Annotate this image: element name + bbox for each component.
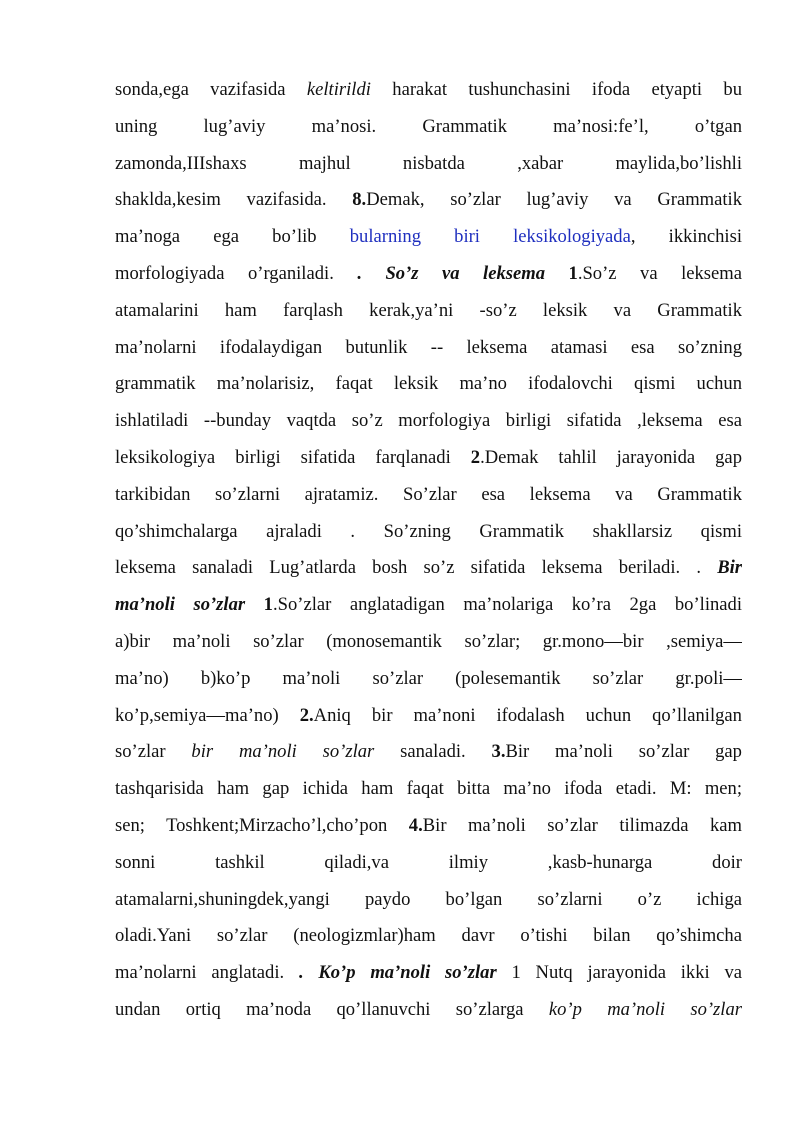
text-run: 8.	[352, 189, 367, 211]
text-run: Bir	[717, 557, 742, 579]
text-line	[115, 477, 742, 514]
text-line	[115, 808, 742, 845]
text-line	[115, 955, 742, 992]
text-run: Aniq bir ma’noni ifodalash uchun qo’llanilgan	[313, 704, 742, 726]
text-run: ishlatiladi --bunday vaqtda so’z morfologiya birligi sifatida ,leksema esa	[115, 410, 742, 432]
text-run: bir ma’noli so’zlar	[191, 741, 375, 763]
text-run: ma’noga ega bo’lib	[115, 226, 350, 248]
text-run: sanaladi.	[374, 741, 492, 763]
text-line	[115, 72, 742, 109]
text-run: , ikkinchisi	[630, 226, 742, 248]
text-run: 2	[470, 446, 481, 468]
text-run: undan ortiq ma’noda qo’llanuvchi so’zlarga	[115, 998, 549, 1020]
text-line	[115, 256, 742, 293]
text-run: . Ko’p ma’noli so’zlar	[298, 962, 497, 984]
text-line	[115, 514, 742, 551]
text-line	[115, 771, 742, 808]
text-run: leksema sanaladi Lug’atlarda bosh so’z sifatida leksema beriladi. .	[115, 557, 718, 579]
text-run: Demak, so’zlar lug’aviy va Grammatik	[366, 189, 742, 211]
text-line	[115, 403, 742, 440]
text-run: Bir ma’noli so’zlar gap	[505, 741, 742, 763]
text-line	[115, 550, 742, 587]
text-run: 3.	[491, 741, 506, 763]
text-run: .So’z va leksema	[577, 262, 742, 284]
text-run: 1 Nutq jarayonida ikki va	[496, 962, 742, 984]
text-run: 1	[568, 262, 578, 284]
text-run: tarkibidan so’zlarni ajratamiz. So’zlar esa leksema va Grammatik	[115, 483, 742, 505]
text-run: 4.	[408, 814, 423, 836]
text-run: keltirildi	[306, 79, 371, 100]
text-run: tashqarisida ham gap ichida ham faqat bitta ma’no ifoda etadi. M: men;	[115, 778, 742, 800]
text-run: .So’zlar anglatadigan ma’nolariga ko’ra 2ga bo’linadi	[272, 594, 742, 616]
text-run: harakat tushunchasini ifoda etyapti bu	[370, 79, 742, 100]
text-run: atamalarni,shuningdek,yangi paydo bo’lgan so’zlarni o’z ichiga	[115, 888, 742, 910]
text-run: oladi.Yani so’zlar (neologizmlar)ham davr o’tishi bilan qo’shimcha	[115, 925, 742, 947]
text-run: . So’z va leksema	[357, 262, 546, 284]
text-line	[115, 219, 742, 256]
text-run	[545, 263, 569, 284]
text-line	[115, 992, 742, 1029]
text-run: ma’noli so’zlar	[115, 594, 246, 616]
text-line	[115, 330, 742, 367]
text-run: .Demak tahlil jarayonida gap	[480, 446, 742, 468]
text-run	[245, 594, 264, 615]
text-run: ma’nolarni anglatadi.	[115, 962, 299, 984]
text-run: zamonda,IIIshaxs majhul nisbatda ,xabar maylida,bo’lishli	[115, 152, 742, 174]
text-run: uning lug’aviy ma’nosi. Grammatik ma’nosi:fe’l, o’tgan	[115, 115, 742, 137]
text-line	[115, 182, 742, 219]
text-run: shaklda,kesim vazifasida.	[115, 189, 353, 211]
text-run: sonni tashkil qiladi,va ilmiy ,kasb-hunarga doir	[115, 851, 742, 873]
text-run: ko’p ma’noli so’zlar	[548, 998, 742, 1020]
text-run: atamalarini ham farqlash kerak,ya’ni -so’z leksik va Grammatik	[115, 299, 742, 321]
text-run: ko’p,semiya—ma’no)	[115, 704, 300, 726]
text-run: sen; Toshkent;Mirzacho’l,cho’pon	[115, 814, 409, 836]
hyperlink-text[interactable]: bularning biri leksikologiyada	[349, 226, 631, 248]
text-run: grammatik ma’nolarisiz, faqat leksik ma’no ifodalovchi qismi uchun	[115, 373, 742, 395]
text-line	[115, 882, 742, 919]
text-run: leksikologiya birligi sifatida farqlanadi	[115, 446, 471, 468]
text-line	[115, 698, 742, 735]
text-run: qo’shimchalarga ajraladi . So’zning Grammatik shakllarsiz qismi	[115, 520, 742, 542]
text-line	[115, 661, 742, 698]
text-line	[115, 624, 742, 661]
text-line	[115, 845, 742, 882]
text-run: 1	[263, 594, 273, 616]
text-run: sonda,ega vazifasida	[115, 79, 307, 100]
document-page	[115, 72, 742, 1029]
text-line	[115, 146, 742, 183]
text-line	[115, 293, 742, 330]
text-run: so’zlar	[115, 741, 192, 763]
text-line	[115, 587, 742, 624]
text-line	[115, 918, 742, 955]
text-line	[115, 734, 742, 771]
text-run: ma’no) b)ko’p ma’noli so’zlar (polesemantik so’zlar gr.poli—	[115, 667, 742, 689]
text-line	[115, 366, 742, 403]
text-run: Bir ma’noli so’zlar tilimazda kam	[422, 814, 742, 836]
text-line	[115, 109, 742, 146]
text-run: ma’nolarni ifodalaydigan butunlik -- leksema atamasi esa so’zning	[115, 336, 742, 358]
text-run: 2.	[299, 704, 314, 726]
text-line	[115, 440, 742, 477]
text-run: morfologiyada o’rganiladi.	[115, 262, 358, 284]
text-run: a)bir ma’noli so’zlar (monosemantik so’zlar; gr.mono—bir ,semiya—	[115, 630, 742, 652]
